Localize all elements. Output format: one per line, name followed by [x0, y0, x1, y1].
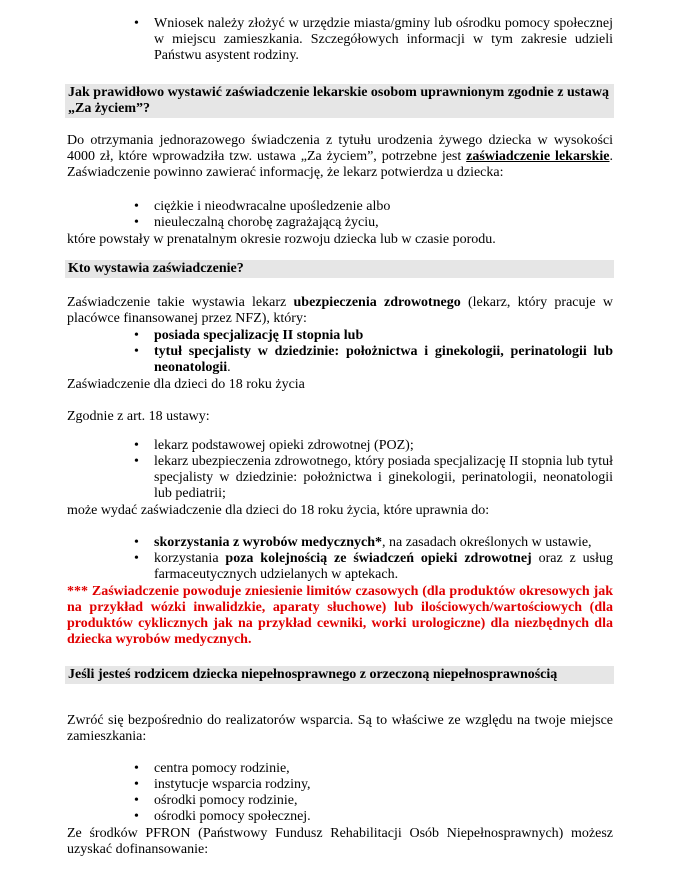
list-item: • ośrodki pomocy rodzinie,	[154, 793, 613, 809]
list-item: • skorzystania z wyrobów medycznych*, na zasadach określonych w ustawie,	[154, 535, 613, 551]
paragraph-pfron: Ze środków PFRON (Państwowy Fundusz Rehabilitacji Osób Niepełnosprawnych) możesz uzyskać dofinansowanie:	[67, 826, 613, 857]
paragraph-doctor: Zaświadczenie takie wystawia lekarz ubezpieczenia zdrowotnego (lekarz, który pracuje w placówce finansowanej przez NFZ), który:	[67, 295, 614, 326]
conditions-list	[154, 199, 613, 231]
section-heading-parent: Jeśli jesteś rodzicem dziecka niepełnosprawnego z orzeczoną niepełnosprawnością	[65, 666, 614, 684]
paragraph-art18: Zgodnie z art. 18 ustawy:	[67, 409, 210, 424]
list-item: • centra pomocy rodzinie,	[154, 761, 613, 777]
paragraph-prenatal: które powstały w prenatalnym okresie rozwoju dziecka lub w czasie porodu.	[67, 232, 496, 247]
list-item: • ciężkie i nieodwracalne upośledzenie albo	[154, 199, 613, 215]
doctor-requirements-list	[154, 328, 613, 376]
list-item: • lekarz podstawowej opieki zdrowotnej (POZ);	[154, 438, 613, 454]
list-item: • korzystania poza kolejnością ze świadczeń opieki zdrowotnej oraz z usług farmaceutycznych udzielanych w aptekach.	[154, 551, 613, 583]
list-item: • ośrodki pomocy społecznej.	[154, 809, 613, 825]
art18-list	[154, 438, 613, 502]
list-item: • posiada specjalizację II stopnia lub	[154, 328, 613, 344]
section-heading-certificate: Jak prawidłowo wystawić zaświadczenie lekarskie osobom uprawnionym zgodnie z ustawą „Za życiem”?	[65, 84, 614, 118]
paragraph-may-issue: może wydać zaświadczenie dla dzieci do 18 roku życia, które uprawnia do:	[67, 503, 490, 518]
list-item: • nieuleczalną chorobę zagrażającą życiu,	[154, 215, 613, 231]
list-item: • lekarz ubezpieczenia zdrowotnego, który posiada specjalizację II stopnia lub tytuł specjalisty w dziedzinie: położnictwa i ginekologii, perinatologii, neonatologii lub pediatrii;	[154, 454, 613, 502]
certificate-link[interactable]: zaświadczenie lekarskie	[466, 149, 610, 164]
list-item: • Wniosek należy złożyć w urzędzie miasta/gminy lub ośrodku pomocy społecznej w miejscu zamieszkania. Szczegółowych informacji w tym zakresie udzieli Państwu asystent rodziny.	[154, 16, 613, 64]
red-note: *** Zaświadczenie powoduje zniesienie limitów czasowych (dla produktów okresowych jak na przykład wózki inwalidzkie, aparaty słuchowe) lub ilościowych/wartościowych (dla produktów cyklicznych jak na przykład cewniki, worki urologiczne) dla niezbędnych dla dziecka wyrobów medycznych.	[67, 584, 613, 647]
paragraph-benefit: Do otrzymania jednorazowego świadczenia z tytułu urodzenia żywego dziecka w wysokości 4000 zł, które wprowadziła tzw. ustawa „Za życiem”, potrzebne jest zaświadczenie lekarskie. Zaświadczenie powinno zawierać informację, że lekarz potwierdza u dziecka:	[67, 133, 613, 180]
intro-bullet-list	[154, 16, 613, 64]
rights-list	[154, 535, 613, 583]
paragraph-under18: Zaświadczenie dla dzieci do 18 roku życia	[67, 377, 305, 392]
section-heading-who-issues: Kto wystawia zaświadczenie?	[65, 260, 614, 278]
paragraph-contact: Zwróć się bezpośrednio do realizatorów wsparcia. Są to właściwe ze względu na twoje miejsce zamieszkania:	[67, 713, 613, 744]
centers-list	[154, 761, 613, 825]
list-item: • tytuł specjalisty w dziedzinie: położnictwa i ginekologii, perinatologii lub neonatologii.	[154, 344, 613, 376]
list-item: • instytucje wsparcia rodziny,	[154, 777, 613, 793]
